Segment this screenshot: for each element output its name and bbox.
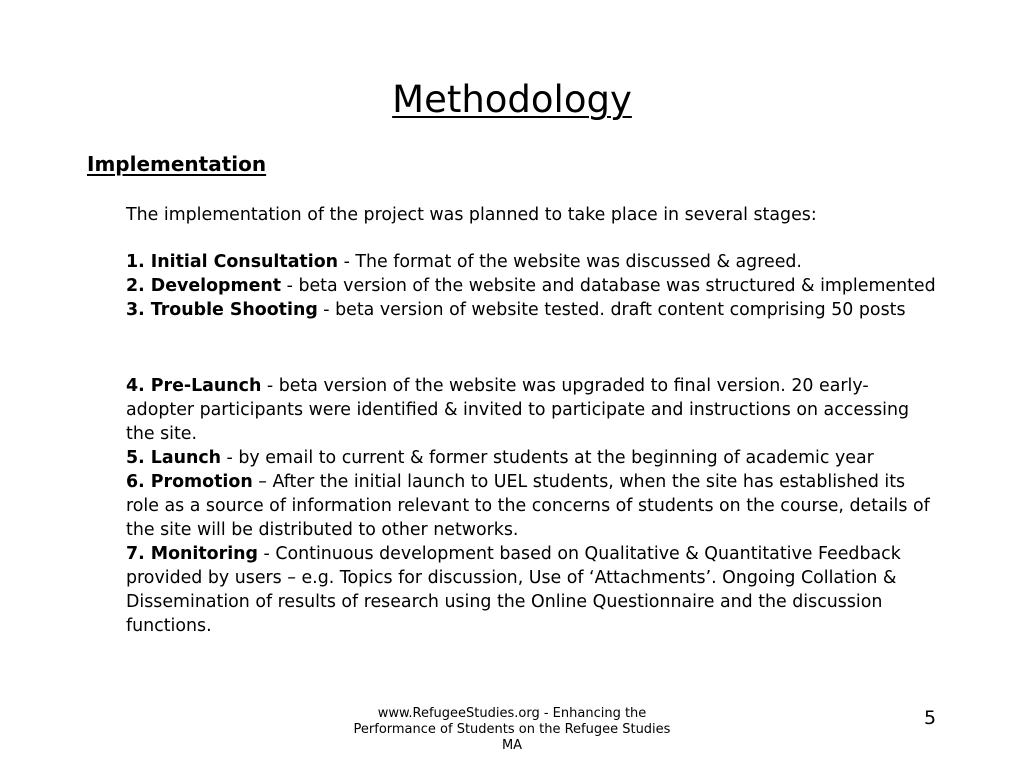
stage-list-top [126,250,936,322]
stage-separator: - [221,448,239,468]
stage-name: 1. Initial Consultation [126,252,339,272]
stage-name: 3. Trouble Shooting [126,300,318,320]
stage-separator: - [281,276,299,296]
stage-item [126,470,936,542]
section-heading: Implementation [87,152,267,176]
stage-name: 5. Launch [126,448,222,468]
stage-name: 7. Monitoring [126,544,258,564]
slide-title: Methodology [392,78,632,121]
stage-item [126,274,936,298]
footer-text: www.RefugeeStudies.org - Enhancing the Performance of Students on the Refugee Studies MA [353,706,671,753]
stage-separator: - [257,544,276,564]
stage-item [126,374,936,446]
stage-description: by email to current & former students at the beginning of academic year [238,448,874,468]
intro-paragraph: The implementation of the project was planned to take place in several stages: [126,205,817,225]
stage-description: beta version of the website was upgraded to final version. 20 early-adopter participants were identified & invited to participate and instructions on accessing the site. [126,376,910,444]
stage-item [126,542,936,638]
stage-description: Continuous development based on Qualitative & Quantitative Feedback provided by users – e.g. Topics for discussion, Use of ‘Attachments’. Ongoing Collation & Dissemination of results of research using the Online Questionnaire and the discussion functions. [126,544,901,636]
stage-description: The format of the website was discussed & agreed. [355,252,802,272]
stage-separator: - [261,376,279,396]
stage-description: After the initial launch to UEL students, when the site has established its role as a source of information relevant to the concerns of students on the course, details of the site will be distributed to other networks. [126,472,930,540]
stage-item [126,250,936,274]
stage-description: beta version of the website and database was structured & implemented [298,276,936,296]
page-number: 5 [923,707,937,729]
stage-list-bottom [126,374,936,638]
stage-separator: - [338,252,356,272]
stage-item [126,446,936,470]
stage-item [126,298,936,322]
stage-separator: - [317,300,336,320]
stage-name: 2. Development [126,276,282,296]
stage-name: 4. Pre-Launch [126,376,262,396]
stage-name: 6. Promotion [126,472,253,492]
stage-description: beta version of website tested. draft content comprising 50 posts [335,300,906,320]
stage-separator: – [252,472,273,492]
